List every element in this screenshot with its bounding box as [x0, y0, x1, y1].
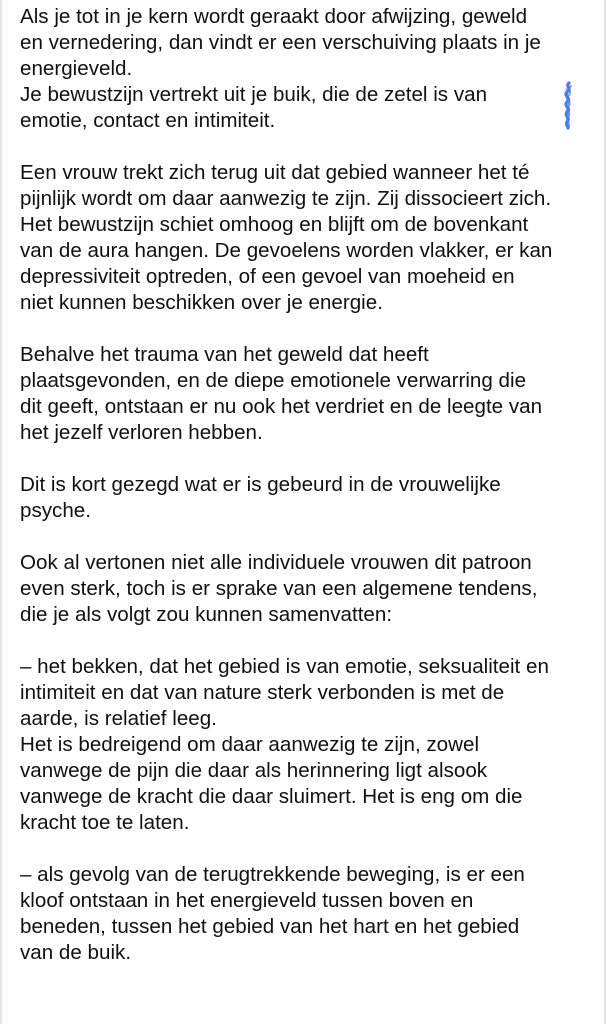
text-line: Het is bedreigend om daar aanwezig te zijn, zowel [20, 733, 480, 756]
paragraph-gap [20, 524, 598, 550]
text-line: Dit is kort gezegd wat er is gebeurd in de vrouwelijke [20, 473, 501, 496]
text-line: plaatsgevonden, en de diepe emotionele verwarring die [20, 369, 527, 392]
text-line: psyche. [20, 499, 91, 522]
text-line: depressiviteit optreden, of een gevoel van moeheid en [20, 265, 515, 288]
left-border [0, 0, 2, 1024]
text-line: die je als volgt zou kunnen samenvatten: [20, 603, 393, 626]
paragraph-gap [20, 446, 598, 472]
text-line: het jezelf verloren hebben. [20, 421, 263, 444]
text-line: Een vrouw trekt zich terug uit dat gebied wanneer het té [20, 161, 530, 184]
text-line: kracht toe te laten. [20, 811, 190, 834]
text-line: niet kunnen beschikken over je energie. [20, 291, 383, 314]
text-line: energieveld. [20, 57, 133, 80]
paragraph-gap [20, 628, 598, 654]
text-line: en vernedering, dan vindt er een verschuiving plaats in je [20, 31, 541, 54]
text-line: Behalve het trauma van het geweld dat heeft [20, 343, 429, 366]
text-line: Ook al vertonen niet alle individuele vrouwen dit patroon [20, 551, 532, 574]
text-line: van de aura hangen. De gevoelens worden vlakker, er kan [20, 239, 553, 262]
paragraph-gap [20, 316, 598, 342]
blue-scribble-icon [555, 80, 581, 130]
text-line: – als gevolg van de terugtrekkende beweging, is er een [20, 863, 525, 886]
text-line: Je bewustzijn vertrekt uit je buik, die de zetel is van [20, 83, 488, 106]
text-line: pijnlijk wordt om daar aanwezig te zijn. Zij dissocieert zich. [20, 187, 552, 210]
text-line: even sterk, toch is er sprake van een algemene tendens, [20, 577, 538, 600]
text-line: intimiteit en dat van nature sterk verbonden is met de [20, 681, 505, 704]
text-line: Het bewustzijn schiet omhoog en blijft om de bovenkant [20, 213, 529, 236]
text-line: kloof ontstaan in het energieveld tussen boven en [20, 889, 474, 912]
text-line: dit geeft, ontstaan er nu ook het verdriet en de leegte van [20, 395, 543, 418]
document-body [20, 4, 598, 966]
text-line: Als je tot in je kern wordt geraakt door afwijzing, geweld [20, 5, 528, 28]
paragraph-gap [20, 134, 598, 160]
text-line: vanwege de pijn die daar als herinnering ligt alsook [20, 759, 488, 782]
text-line: beneden, tussen het gebied van het hart en het gebied [20, 915, 520, 938]
text-line: vanwege de kracht die daar sluimert. Het is eng om die [20, 785, 523, 808]
text-line: emotie, contact en intimiteit. [20, 109, 276, 132]
text-line: – het bekken, dat het gebied is van emotie, seksualiteit en [20, 655, 549, 678]
text-line: van de buik. [20, 941, 132, 964]
text-line: aarde, is relatief leeg. [20, 707, 217, 730]
paragraph-gap [20, 836, 598, 862]
